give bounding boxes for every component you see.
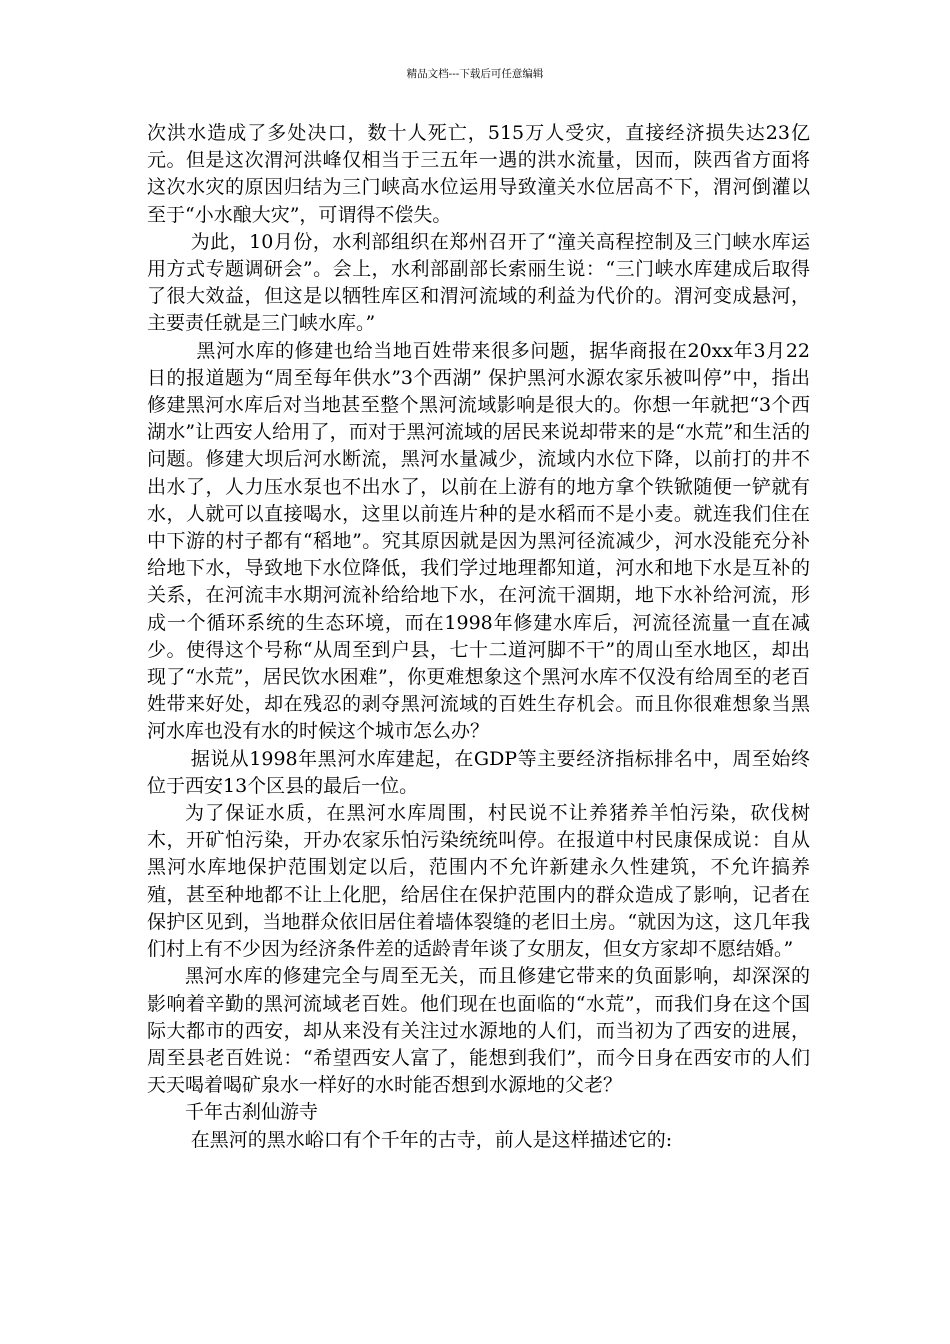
- paragraph-flood-losses: 次洪水造成了多处决口，数十人死亡，515万人受灾，直接经济损失达23亿元。但是这次渭河洪峰仅相当于三五年一遇的洪水流量，因而，陕西省方面将这次水灾的原因归结为三门峡高水位运用导致潼关水位居高不下，渭河倒灌以至于“小水酿大灾”，可谓得不偿失。: [147, 122, 810, 226]
- paragraph-gdp-ranking: 据说从1998年黑河水库建起，在GDP等主要经济指标排名中，周至始终位于西安13个区县的最后一位。: [147, 747, 810, 797]
- paragraph-zhengzhou-meeting: 为此，10月份，水利部组织在郑州召开了“潼关高程控制及三门峡水库运用方式专题调研会”。会上，水利部副部长索丽生说：“三门峡水库建成后取得了很大效益，但这是以牺牲库区和渭河流域的利益为代价的。渭河变成悬河，主要责任就是三门峡水库。”: [147, 230, 810, 335]
- paragraph-negative-impact: 黑河水库的修建完全与周至无关，而且修建它带来的负面影响，却深深的影响着辛勤的黑河流域老百姓。他们现在也面临的“水荒”，而我们身在这个国际大都市的西安，却从来没有关注过水源地的人们，而当初为了西安的进展，周至县老百姓说：“希望西安人富了，能想到我们”，而今日身在西安市的人们天天喝着喝矿泉水一样好的水时能否想到水源地的父老？: [147, 965, 810, 1097]
- document-body: [147, 120, 810, 1154]
- paragraph-ancient-temple-intro: 在黑河的黑水峪口有个千年的古寺，前人是这样描述它的:: [190, 1128, 673, 1151]
- page-header: 精品文档---下载后可任意编辑: [406, 68, 544, 80]
- section-heading-xianyou-temple: 千年古刹仙游寺: [185, 1101, 319, 1124]
- paragraph-water-quality-protection: 为了保证水质，在黑河水库周围，村民说不让养猪养羊怕污染，砍伐树木，开矿怕污染，开办农家乐怕污染统统叫停。在报道中村民康保成说：自从黑河水库地保护范围划定以后，范围内不允许新建永久性建筑，不允许搞养殖，甚至种地都不让上化肥，给居住在保护范围内的群众造成了影响，记者在保护区见到，当地群众依旧居住着墙体裂缝的老旧土房。“就因为这，这几年我们村上有不少因为经济条件差的适龄青年谈了女朋友，但女方家却不愿结婚。”: [147, 802, 810, 961]
- paragraph-heihe-reservoir-problems: 黑河水库的修建也给当地百姓带来很多问题，据华商报在20xx年3月22日的报道题为“周至每年供水”3个西湖” 保护黑河水源农家乐被叫停”中，指出修建黑河水库后对当地甚至整个黑河流域影响是很大的。你想一年就把“3个西湖水”让西安人给用了，而对于黑河流域的居民来说却带来的是“水荒”和生活的问题。修建大坝后河水断流，黑河水量减少，流域内水位下降，以前打的井不出水了，人力压水泵也不出水了，以前在上游有的地方拿个铁锨随便一铲就有水，人就可以直接喝水，这里以前连片种的是水稻而不是小麦。就连我们住在中下游的村子都有“稻地”。究其原因就是因为黑河径流减少，河水没能充分补给地下水，导致地下水位降低，我们学过地理都知道，河水和地下水是互补的关系，在河流丰水期河流补给给地下水，在河流干涸期，地下水补给河流，形成一个循环系统的生态环境，而在1998年修建水库后，河流径流量一直在减少。使得这个号称“从周至到户县，七十二道河脚不干”的周山至水地区，却出现了“水荒”，居民饮水困难”，你更难想象这个黑河水库不仅没有给周至的老百姓带来好处，却在残忍的剥夺黑河流域的百姓生存机会。而且你很难想象当黑河水库也没有水的时候这个城市怎么办？: [147, 339, 810, 743]
